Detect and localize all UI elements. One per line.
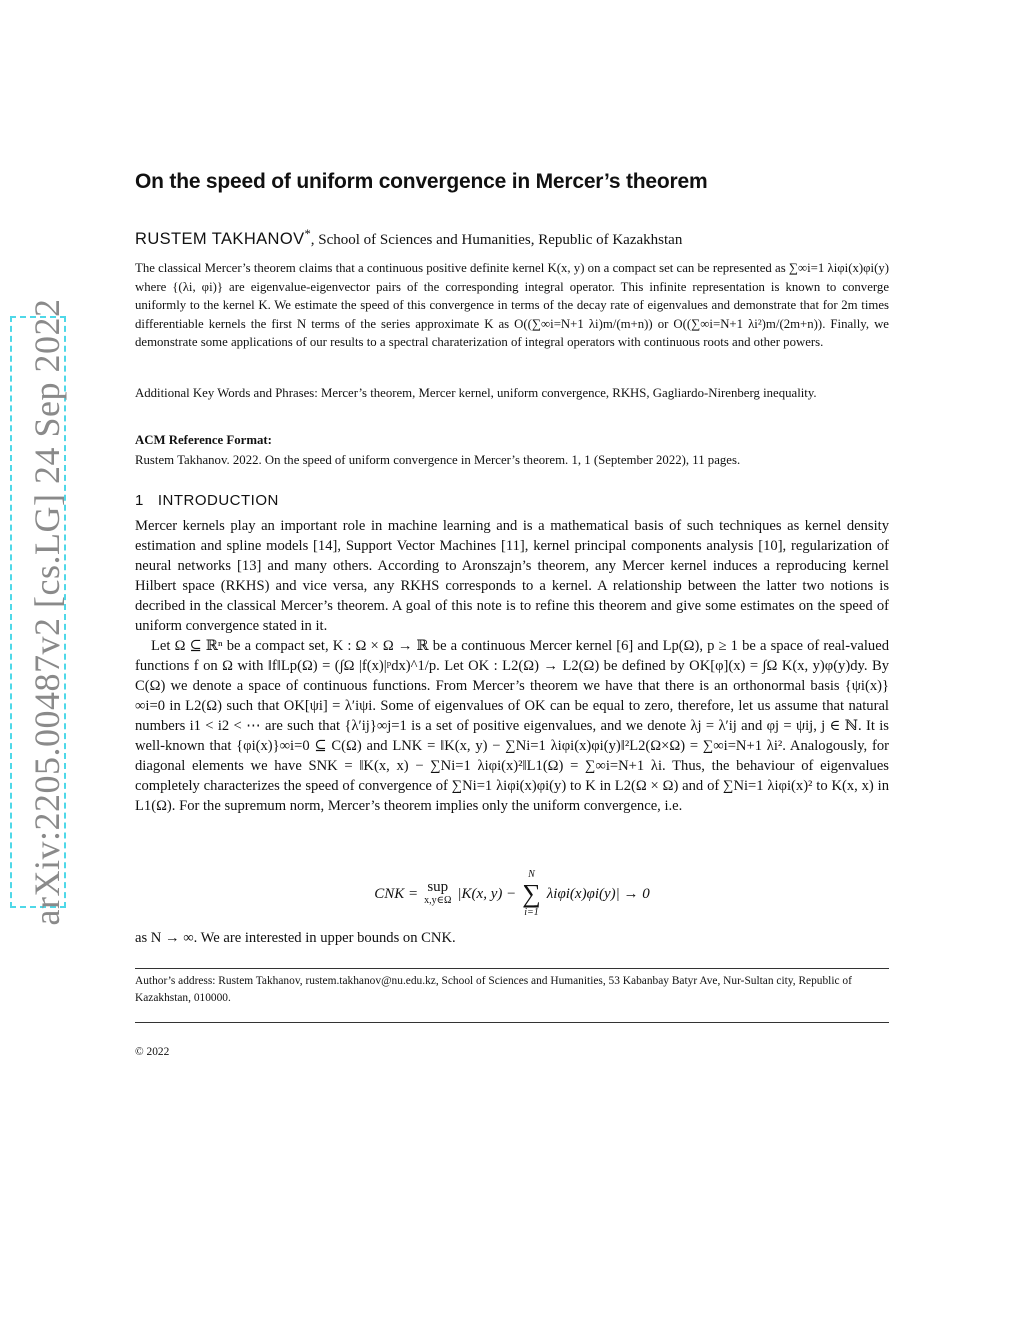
abstract: The classical Mercer’s theorem claims that a continuous positive definite kernel K(x, y) on a compact set can be represented as ∑∞i=1 λiφi(x)φi(y) where {(λi, φi)} are eigenvalue-eigenvector pairs of the corresponding integral operator. This infinite representation is known to converge uniformly to the kernel K. We estimate the speed of this convergence in terms of the decay rate of eigenvalues and demonstrate that for 2m times differentiable kernels the first N terms of the series approximate K as O((∑∞i=N+1 λi)m/(m+n)) or O((∑∞i=N+1 λi²)m/(2m+n)). Finally, we demonstrate some applications of our results to a spectral charaterization of integral operators with continuous roots and other powers. [135,261,889,349]
footnote-divider [135,968,889,969]
equation-sum-upper: N [528,869,535,880]
paragraph: as N → ∞. We are interested in upper bounds on CNK. [135,930,456,946]
equation-middle: |K(x, y) − [457,885,517,902]
paper-title: On the speed of uniform convergence in Mercer’s theorem [135,170,708,193]
equation-sum-lower: i=1 [524,907,539,918]
author-address-footnote: Author’s address: Rustem Takhanov, rustem.takhanov@nu.edu.kz, School of Sciences and Humanities, 53 Kabanbay Batyr Ave, Nur-Sultan city, Republic of Kazakhstan, 010000. [135,975,852,1004]
section-heading [135,492,279,509]
author-affiliation: , School of Sciences and Humanities, Republic of Kazakhstan [310,232,683,248]
acm-reference: Rustem Takhanov. 2022. On the speed of uniform convergence in Mercer’s theorem. 1, 1 (September 2022), 11 pages. [135,453,741,467]
equation-sup: sup [427,879,449,895]
section-number: 1 [135,492,144,509]
display-equation [135,868,889,920]
equation-sum-sign: ∑ [522,879,541,908]
paragraph: Let Ω ⊆ ℝⁿ be a compact set, K : Ω × Ω → ℝ be a continuous Mercer kernel [6] and Lp(Ω), p ≥ 1 be a space of real-valued functions f on Ω with ‖f‖Lp(Ω) = (∫Ω |f(x)|ᵖdx)^1/p. Let OK : L2(Ω) → L2(Ω) be defined by OK[φ](x) = ∫Ω K(x, y)φ(y)dy. By C(Ω) we denote a space of continuous functions. From Mercer’s theorem we have that there is an orthonormal basis {ψi(x)}∞i=0 in L2(Ω) such that OK[ψi] = λ′iψi. Some of eigenvalues of OK can be equal to zero, therefore, let us assume that natural numbers i1 < i2 < ⋯ are such that {λ′ij}∞j=1 is a set of positive eigenvalues, and we denote λj = λ′ij and φj = ψij, j ∈ ℕ. It is well-known that {φi(x)}∞i=0 ⊆ C(Ω) and LNK = ‖K(x, y) − ∑Ni=1 λiφi(x)φi(y)‖²L2(Ω×Ω) = ∑∞i=N+1 λi². Analogously, for diagonal elements we have SNK = ‖K(x, x) − ∑Ni=1 λiφi(x)²‖L1(Ω) = ∑∞i=N+1 λi. Thus, the behaviour of eigenvalues completely characterizes the speed of convergence of ∑Ni=1 λiφi(x)φi(y) to K in L2(Ω × Ω) and of ∑Ni=1 λiφi(x)² to K(x, x) in L1(Ω). For the supremum norm, Mercer’s theorem implies only the uniform convergence, i.e. [135,638,889,814]
author-name: RUSTEM TAKHANOV [135,230,305,248]
equation-lhs: CNK = [374,885,419,902]
author-line [135,227,889,249]
equation-rhs: λiφi(x)φi(y)| → 0 [546,885,650,902]
keywords: Additional Key Words and Phrases: Mercer’s theorem, Mercer kernel, uniform convergence, RKHS, Gagliardo-Nirenberg inequality. [135,386,817,400]
arxiv-identifier: arXiv:2205.00487v2 [cs.LG] 24 Sep 2022 [27,298,67,926]
paragraph: Mercer kernels play an important role in machine learning and is a mathematical basis of such techniques as kernel density estimation and spline models [14], Support Vector Machines [11], kernel principal components analysis [10], regularization of neural networks [13] and many others. According to Aronszajn’s theorem, any Mercer kernel induces a reproducing kernel Hilbert space (RKHS) and vice versa, any RKHS corresponds to a kernel. A relationship between the latter two notions is decribed in the classical Mercer’s theorem. A goal of this note is to refine this theorem and give some estimates on the speed of uniform convergence stated in it. [135,518,889,634]
acm-reference-heading: ACM Reference Format: [135,433,272,447]
section-title: INTRODUCTION [157,492,279,509]
footnote-divider-bottom [135,1022,889,1023]
equation-sup-subscript: x,y∈Ω [424,895,452,906]
copyright: © 2022 [135,1046,170,1058]
author-footnote-mark: * [304,227,311,241]
introduction-body [135,516,889,816]
